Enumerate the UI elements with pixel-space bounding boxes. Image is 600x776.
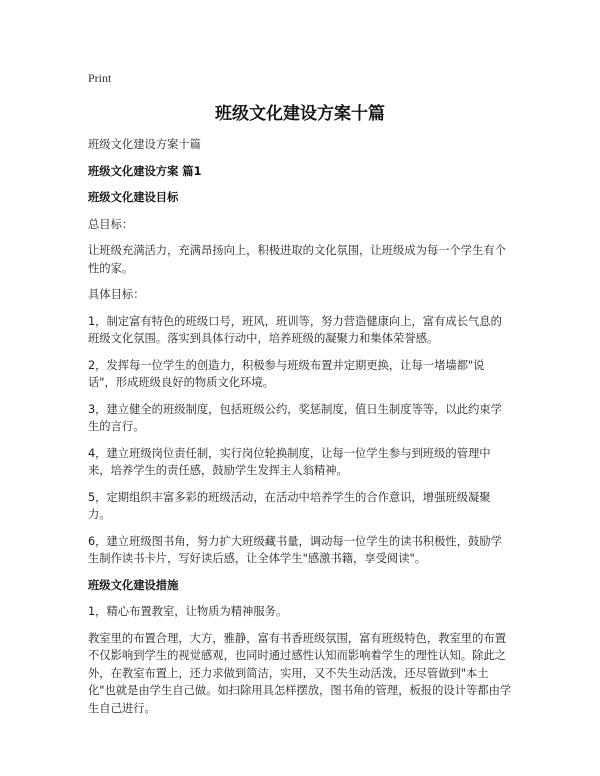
- document-title: 班级文化建设方案十篇: [215, 104, 385, 124]
- section-heading: 班级文化建设方案 篇1: [88, 164, 202, 178]
- goal-item-3: 3，建立健全的班级制度，包括班级公约，奖惩制度，值日生制度等等，以此约束学生的言行。: [88, 402, 502, 433]
- overall-goal-text: 让班级充满活力，充满昂扬向上，积极进取的文化氛围，让班级成为每一个学生有个性的家。: [88, 244, 506, 275]
- document-subtitle: 班级文化建设方案十篇: [88, 138, 201, 151]
- measure-1-text: 教室里的布置合理，大方，雅静，富有书香班级氛围，富有班级特色，教室里的布置不仅影响到学生的视觉感观，也同时通过感性认知而影响着学生的理性认知。除此之外，在教室布置上，还力求做到简洁，实用，又不失生动活泼，还尽管做到"本土化"也就是由学生自己做。如扫除用具怎样摆放，图书角的管理，板报的设计等都由学生自己进行。: [88, 631, 512, 715]
- specific-goals-label: 具体目标：: [88, 288, 145, 301]
- measure-item-1: 1，精心布置教室，让物质为精神服务。: [88, 605, 288, 618]
- goal-item-5: 5，定期组织丰富多彩的班级活动，在活动中培养学生的合作意识，增强班级凝聚力。: [88, 490, 491, 521]
- goal-item-2: 2，发挥每一位学生的创造力，积极参与班级布置并定期更换，让每一堵墙都"说话"，形成班级良好的物质文化环境。: [88, 358, 485, 389]
- measures-heading: 班级文化建设措施: [88, 578, 179, 592]
- goal-item-4: 4，建立班级岗位责任制，实行岗位轮换制度，让每一位学生参与到班级的管理中来，培养学生的责任感，鼓励学生发挥主人翁精神。: [88, 446, 491, 477]
- print-link[interactable]: Print: [88, 71, 112, 85]
- goal-item-6: 6，建立班级图书角，努力扩大班级藏书量，调动每一位学生的读书积极性，鼓励学生制作读书卡片，写好读后感，让全体学生"感激书籍，享受阅读"。: [88, 534, 502, 565]
- overall-goal-label: 总目标：: [88, 217, 134, 231]
- goals-heading: 班级文化建设目标: [88, 191, 179, 204]
- goal-item-1: 1，制定富有特色的班级口号，班风，班训等，努力营造健康向上，富有成长气息的班级文化氛围。落实到具体行动中，培养班级的凝聚力和集体荣誉感。: [88, 314, 502, 345]
